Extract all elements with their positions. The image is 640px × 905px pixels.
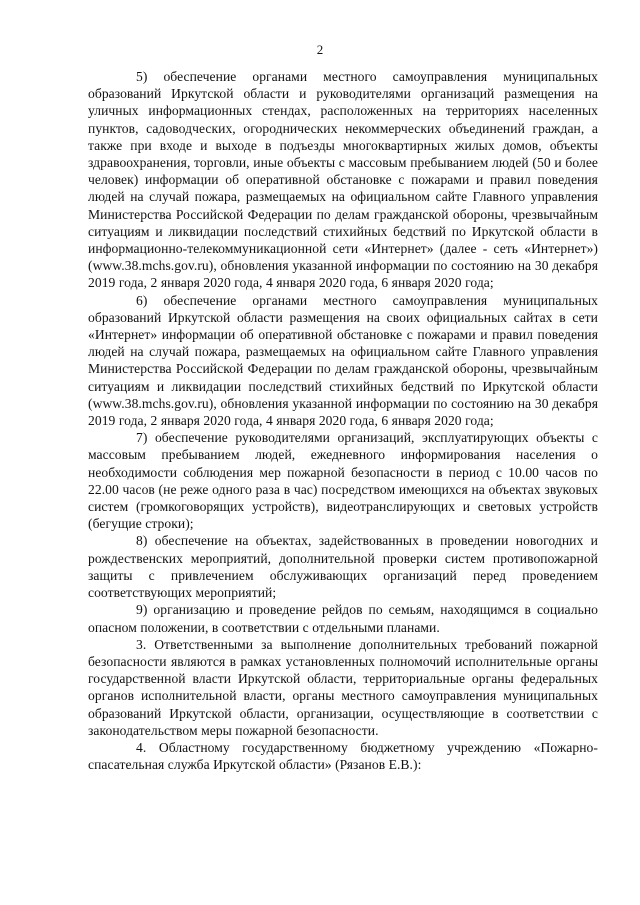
document-body xyxy=(88,68,598,773)
page-number: 2 xyxy=(316,42,324,57)
paragraph-item-5: 5) обеспечение органами местного самоуправления муниципальных образований Иркутской области и руководителями организаций размещения на уличных информационных стендах, расположенных на территориях населенных пунктов, садоводческих, огороднических некоммерческих объединений граждан, а также при входе и выходе в подъезды многоквартирных жилых домов, объекты здравоохранения, торговли, иные объекты с массовым пребыванием людей (50 и более человек) информации об оперативной обстановке с пожарами и правил поведения людей на случай пожара, размещаемых на официальном сайте Главного управления Министерства Российской Федерации по делам гражданской обороны, чрезвычайным ситуациям и ликвидации последствий стихийных бедствий по Иркутской области в информационно-телекоммуникационной сети «Интернет» (далее - сеть «Интернет») (www.38.mchs.gov.ru), обновления указанной информации по состоянию на 30 декабря 2019 года, 2 января 2020 года, 4 января 2020 года, 6 января 2020 года; xyxy=(88,69,598,291)
paragraph-item-7: 7) обеспечение руководителями организаций, эксплуатирующих объекты с массовым пребыванием людей, ежедневного информирования населения о необходимости соблюдения мер пожарной безопасности в период с 10.00 часов по 22.00 часов (не реже одного раза в час) посредством имеющихся на объектах звуковых систем (громкоговорящих устройств), видеотранслирующих и световых устройств (бегущие строки); xyxy=(88,430,598,532)
paragraph-section-3: 3. Ответственными за выполнение дополнительных требований пожарной безопасности являются в рамках установленных полномочий исполнительные органы государственной власти Иркутской области, территориальные органы федеральных органов исполнительной власти, органы местного самоуправления муниципальных образований Иркутской области, организации, осуществляющие в соответствии с законодательством меры пожарной безопасности. xyxy=(88,636,598,738)
paragraph-item-6: 6) обеспечение органами местного самоуправления муниципальных образований Иркутской области размещения на своих официальных сайтах в сети «Интернет» информации об оперативной обстановке с пожарами и правил поведения людей на случай пожара, размещаемых на официальном сайте Главного управления Министерства Российской Федерации по делам гражданской обороны, чрезвычайным ситуациям и ликвидации последствий стихийных бедствий по Иркутской области (www.38.mchs.gov.ru), обновления указанной информации по состоянию на 30 декабря 2019 года, 2 января 2020 года, 4 января 2020 года, 6 января 2020 года; xyxy=(88,292,598,429)
paragraph-item-8: 8) обеспечение на объектах, задействованных в проведении новогодних и рождественских мероприятий, дополнительной проверки систем противопожарной защиты с привлечением обслуживающих организаций перед проведением соответствующих мероприятий; xyxy=(88,533,598,601)
paragraph-item-9: 9) организацию и проведение рейдов по семьям, находящимся в социально опасном положении, в соответствии с отдельными планами. xyxy=(88,602,598,635)
paragraph-section-4: 4. Областному государственному бюджетному учреждению «Пожарно-спасательная служба Иркутской области» (Рязанов Е.В.): xyxy=(88,739,598,773)
